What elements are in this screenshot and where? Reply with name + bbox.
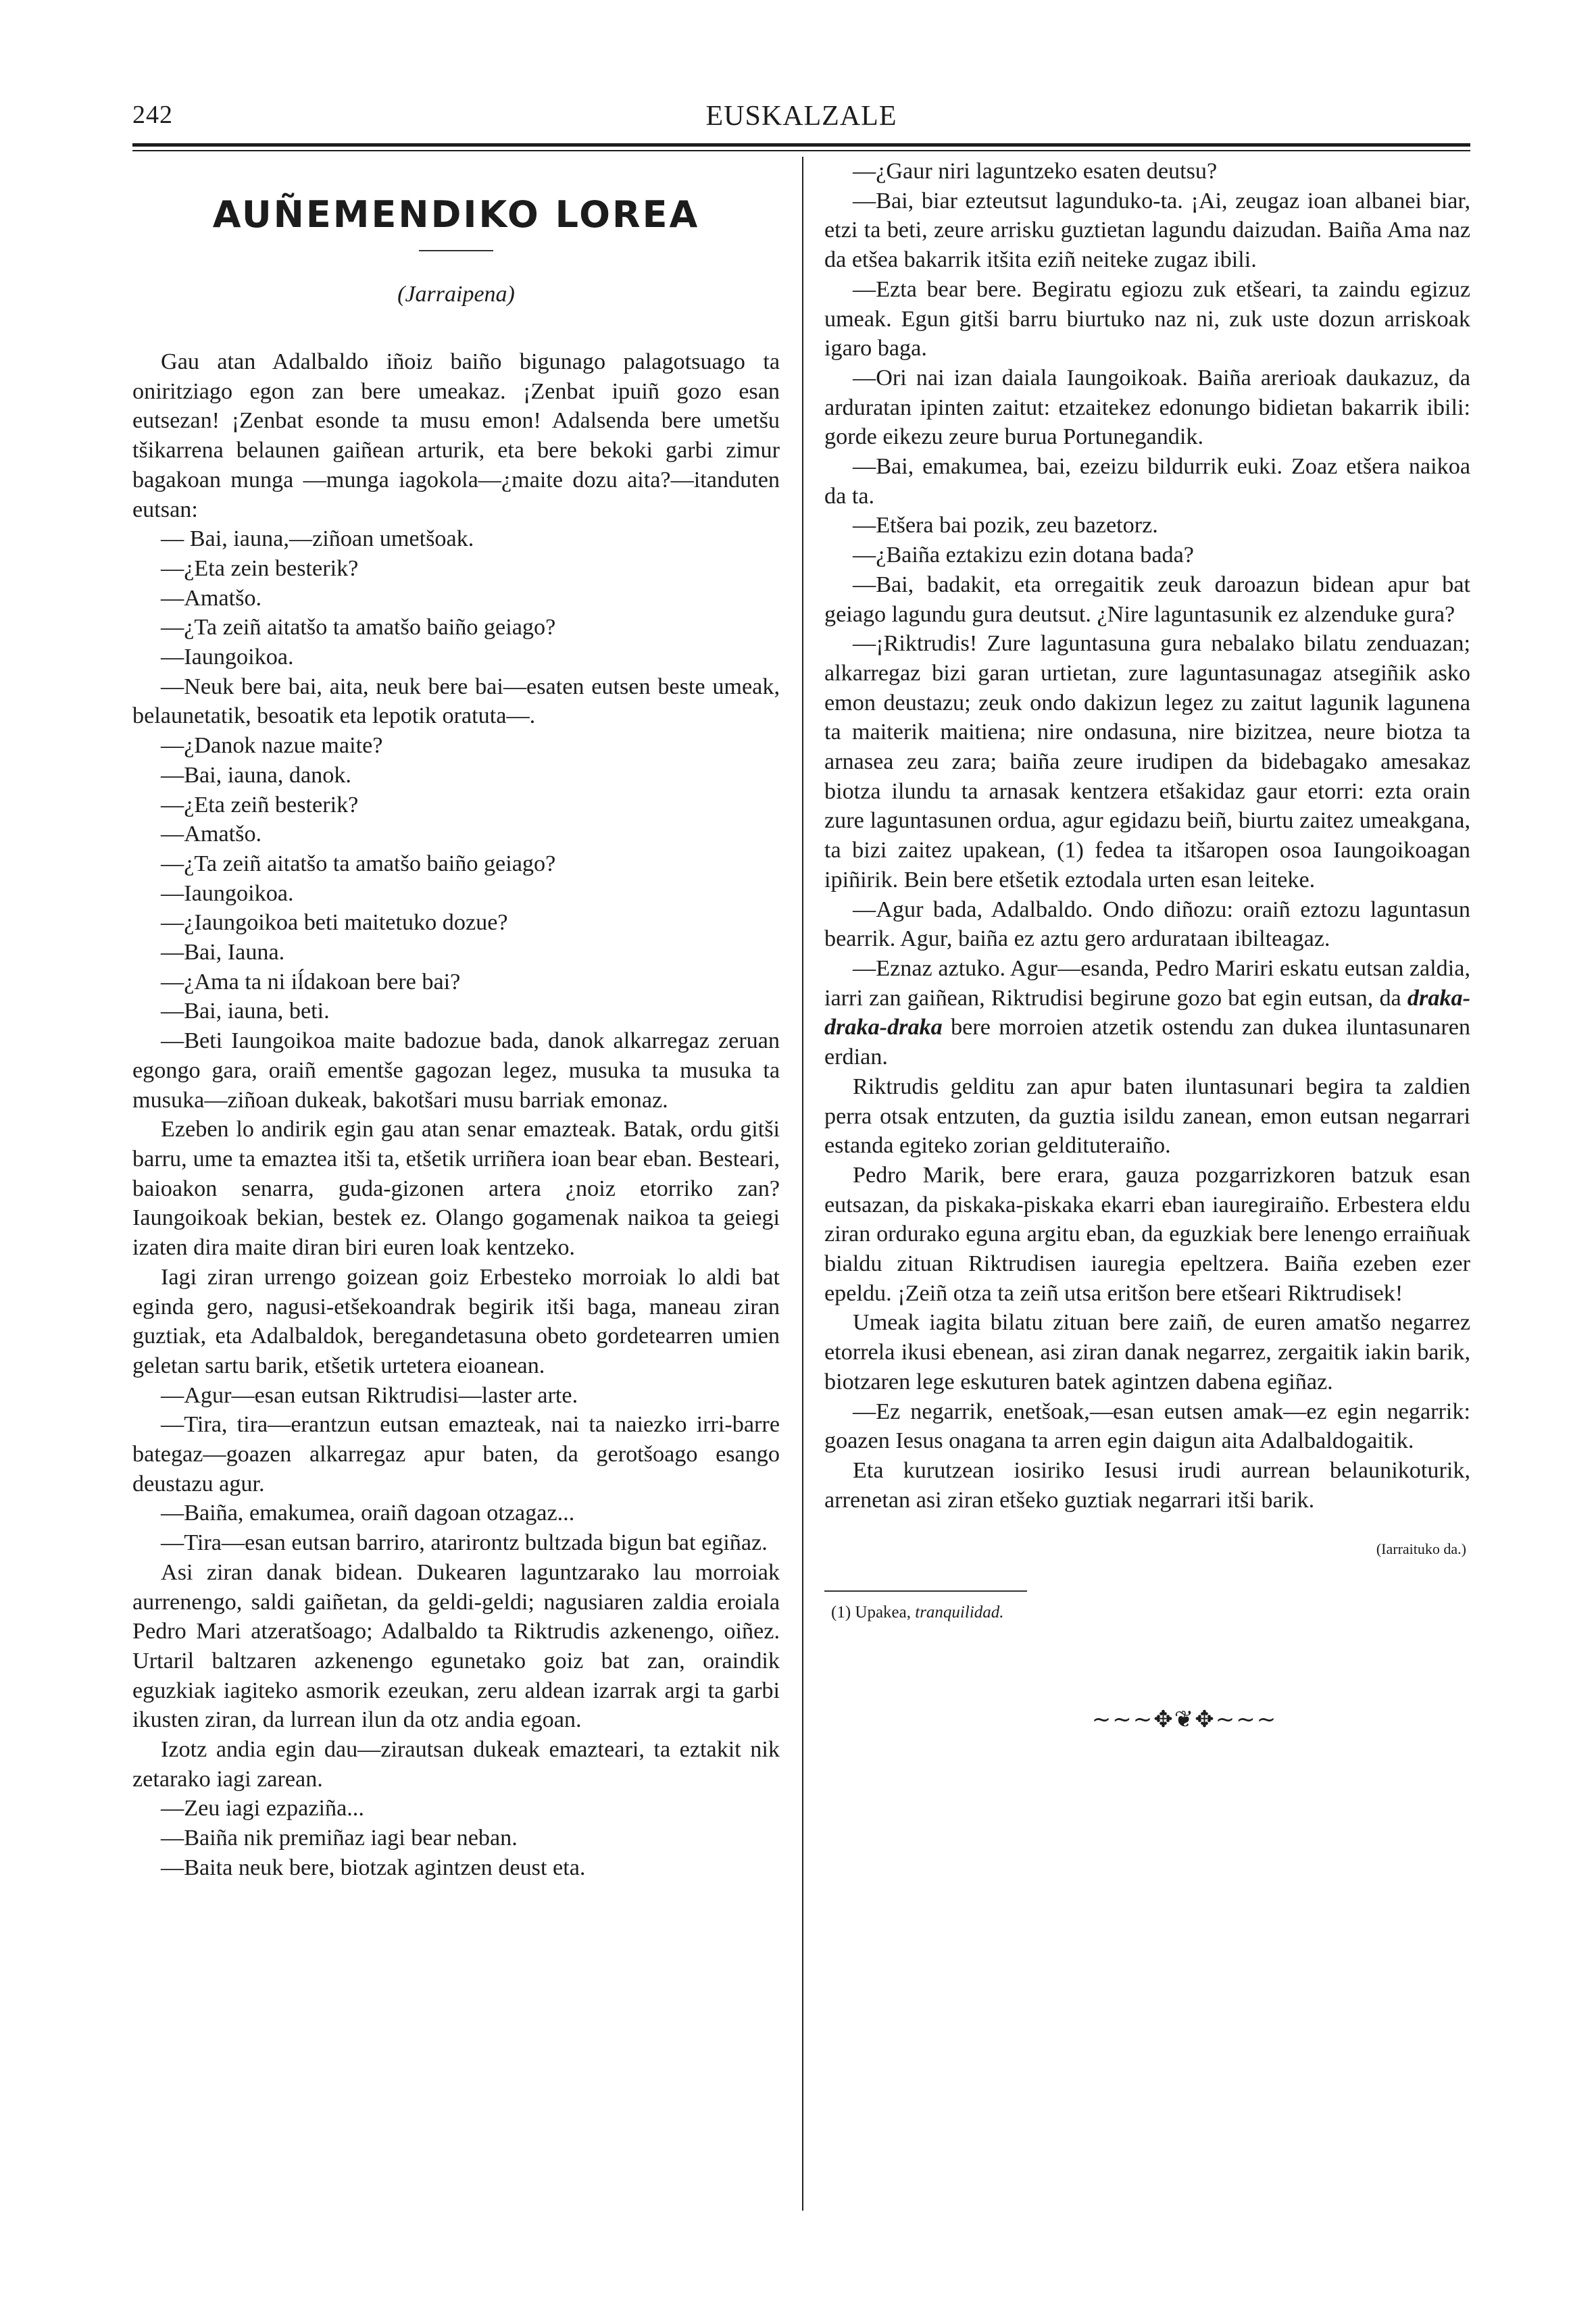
paragraph: —Iaungoikoa. — [161, 645, 294, 670]
paragraph: Gau atan Adalbaldo iñoiz baiño bigunago palagotsuago ta oniritziago egon zan bere umeakaz. ¡Zenbat ipuiñ gozo esan eutsezan! ¡Zenbat esonde ta musu emon! Adalsenda bere umetšu tšikarrena belaunen gaiñean arturik, eta bere bekoki garbi zimur bagakoan munga —munga iagokola—¿maite dozu aita?—itanduten eutsan: — [132, 349, 780, 522]
paragraph: —Bai, badakit, eta orregaitik zeuk daroazun bidean apur bat geiago lagundu gura deutsut. ¿Nire laguntasunik ez alzenduke gura? — [824, 572, 1470, 627]
paragraph: —¿Ta zeiñ aitatšo ta amatšo baiño geiago? — [161, 615, 556, 640]
header-rule-thick — [132, 143, 1470, 147]
left-column — [132, 157, 780, 1883]
right-paragraphs — [824, 157, 1470, 1515]
footnote-rule — [824, 1590, 1027, 1592]
paragraph: —¿Danok nazue maite? — [161, 733, 383, 759]
header-rule-thin — [132, 150, 1470, 151]
paragraph: —Etšera bai pozik, zeu bazetorz. — [853, 513, 1158, 538]
paragraph: Ezeben lo andirik egin gau atan senar emazteak. Batak, ordu gitši barru, ume ta emaztea itši ta, etšetik urriñera ioan bear eban. Besteari, baioakon senarra, guda-gizonen artera ¿noiz etorriko zan? Iaungoikoak bekian, bestek ez. Olango gogamenak naikoa ta geiegi izaten dira maite diran biri euren loak kentzeko. — [132, 1117, 780, 1261]
end-ornament: ~~~✥❦✥~~~ — [1091, 1706, 1278, 1734]
paragraph: —Baita neuk bere, biotzak agintzen deust eta. — [161, 1855, 586, 1880]
title-rule — [419, 250, 493, 251]
paragraph: Umeak iagita bilatu zituan bere zaiñ, de euren amatšo negarrez etorrela ikusi ebenean, asi ziran danak negarrez, zergaitik iakin barik, biotzaren lege eskuturen batek agintzen dabena egiñaz. — [824, 1310, 1470, 1394]
paragraph: —Bai, biar ezteutsut lagunduko-ta. ¡Ai, zeugaz ioan albanei biar, etzi ta beti, zeure arrisku guztietan lagundu daizudan. Baiña Ama naz da etšea bakarrik itšita eziñ neiteke zugaz ibili. — [824, 188, 1470, 273]
paragraph: —¿Ama ta ni iĺdakoan bere bai? — [161, 969, 461, 995]
footnote — [824, 1601, 1470, 1624]
right-column — [824, 157, 1470, 1735]
paragraph: Riktrudis gelditu zan apur baten iluntasunari begira ta zaldien perra otsak entzuten, da guztia isildu zanean, emon eutsan negarrari estanda egiteko zorian geldituteraiño. — [824, 1074, 1470, 1159]
paragraph: —Agur—esan eutsan Riktrudisi—laster arte. — [161, 1382, 578, 1408]
paragraph: —¿Gaur niri laguntzeko esaten deutsu? — [853, 159, 1218, 184]
paragraph: —Bai, iauna, danok. — [161, 762, 351, 788]
paragraph: —Ezta bear bere. Begiratu egiozu zuk etšeari, ta zaindu egizuz umeak. Egun gitši barru biurtuko naz ni, zuk uste dozun arriskoak igaro baga. — [824, 276, 1470, 361]
paragraph: —Ez negarrik, enetšoak,—esan eutsen amak—ez egin negarrik: goazen Iesus onagana ta arren egin daigun aita Adalbaldogaitik. — [824, 1399, 1470, 1454]
running-title: EUSKALZALE — [705, 101, 897, 132]
footnote-text: Upakea, — [855, 1603, 911, 1622]
paragraph: Asi ziran danak bidean. Dukearen laguntzarako lau morroiak aurrenengo, saldi gaiñetan, da geldi-geldi; nagusiaren zaldia eroiala Pedro Mari atzeratšoago; Adalbaldo ta Riktrudis azkenengo, oiñez. Urtaril baltzaren azkenengo egunetako goiz bat zan, oraindik eguzkiak iagiteko asmorik ezeukan, zeru aldean izarrak argi ta garbi ikusten ziran, da lurrean ilun da otz andia egoan. — [132, 1559, 780, 1733]
paragraph: —Agur bada, Adalbaldo. Ondo diñozu: oraiñ eztozu laguntasun bearrik. Agur, baiña ez aztu gero ardurataan ibilteagaz. — [824, 897, 1470, 952]
column-divider — [802, 157, 803, 2211]
article-subtitle: (Jarraipena) — [397, 282, 515, 307]
paragraph: —Eznaz aztuko. Agur—esanda, Pedro Mariri eskatu eutsan zaldia, iarri zan gaiñean, Riktrudisi begirune gozo bat egin eutsan, da draka-draka-draka bere morroien atzetik ostendu zan dukea iluntasunaren erdian. — [824, 955, 1470, 1070]
paragraph: —¿Eta zeiñ besterik? — [161, 792, 359, 818]
paragraph: — Bai, iauna,—ziñoan umetšoak. — [161, 526, 474, 552]
footnote-marker: (1) — [831, 1603, 851, 1622]
left-paragraphs — [132, 347, 780, 1883]
paragraph: Pedro Marik, bere erara, gauza pozgarrizkoren batzuk esan eutsazan, da piskaka-piskaka ekarri eban iauregiraiño. Erbestera eldu ziran ordurako eguna argitu eban, da eguzkiak bere lenengo erraiñuak bialdu zituan Riktrudisen iauregia epeltzera. Baiña ezeben ezer epeldu. ¡Zeiñ otza ta zeiñ utsa eritšon bere etšeari Riktrudisek! — [824, 1162, 1470, 1306]
paragraph: —Bai, iauna, beti. — [161, 999, 330, 1024]
paragraph: —¿Baiña eztakizu ezin dotana bada? — [853, 543, 1194, 568]
article-title: AUÑEMENDIKO LOREA — [212, 193, 700, 236]
page-header — [132, 100, 1470, 141]
paragraph: —Tira—esan eutsan barriro, atarirontz bultzada bigun bat egiñaz. — [161, 1530, 768, 1556]
paragraph: —Bai, emakumea, bai, ezeizu bildurrik euki. Zoaz etšera naikoa da ta. — [824, 454, 1470, 509]
paragraph: —Beti Iaungoikoa maite badozue bada, danok alkarregaz zeruan egongo gara, oraiñ ementše gagozan legez, musuka ta musuka ta musuka—ziñoan dukeak, bakotšari musu barriak emonaz. — [132, 1028, 780, 1113]
paragraph: —¿Iaungoikoa beti maitetuko dozue? — [161, 910, 508, 936]
paragraph: —Iaungoikoa. — [161, 880, 294, 906]
paragraph: Eta kurutzean iosiriko Iesusi irudi aurrean belaunikoturik, arrenetan asi ziran etšeko guztiak negarrari itši barik. — [824, 1457, 1470, 1513]
paragraph: —Bai, Iauna. — [161, 940, 285, 965]
paragraph: —Baiña nik premiñaz iagi bear neban. — [161, 1826, 518, 1851]
paragraph: —Ori nai izan daiala Iaungoikoak. Baiña arerioak daukazuz, da arduratan ipinten zaitut: etzaitekez edonungo bidietan bakarrik ibili: gorde eikezu zeure burua Portunegandik. — [824, 365, 1470, 450]
paragraph: —¿Eta zein besterik? — [161, 555, 359, 581]
continued-note: (Iarraituko da.) — [1376, 1540, 1466, 1558]
paragraph: Izotz andia egin dau—zirautsan dukeak emazteari, ta eztakit nik zetarako iagi zarean. — [132, 1737, 780, 1792]
paragraph: —¡Riktrudis! Zure laguntasuna gura nebalako bilatu zenduazan; alkarregaz bizi garan urtietan, zure laguntasunagaz atsegiñik asko emon deustazu; zeuk ondo dakizun legez zu zaitut lagunik lagunena ta maiterik maitiena; nire ondasuna, nire bizitzea, neure biotza ta arnasea zeu zara; baiña zeure irudipen da bidebagako amesakaz biotza ilundu ta arnasak kentzera etšakidaz gaur etorri: ezta orain zure laguntasunen ordua, agur egidazu beiñ, biurtu zaitez umeakgana, ta bizi zaitez upakean, (1) fedea ta itšaropen osoa Iaungoikoagan ipiñirik. Bein bere etšetik eztodala urten esan leiteke. — [824, 631, 1470, 892]
paragraph: —Amatšo. — [161, 585, 262, 611]
paragraph: —Neuk bere bai, aita, neuk bere bai—esaten eutsen beste umeak, belaunetatik, besoatik eta lepotik oratuta—. — [132, 674, 780, 729]
footnote-translation: tranquilidad. — [915, 1603, 1004, 1622]
paragraph: —Zeu iagi ezpaziña... — [161, 1796, 364, 1821]
paragraph: —Amatšo. — [161, 822, 262, 847]
paragraph: —Tira, tira—erantzun eutsan emazteak, nai ta naiezko irri-barre bategaz—goazen alkarregaz apur baten, da gerotšoago esango deustazu agur. — [132, 1412, 780, 1496]
paragraph: —¿Ta zeiñ aitatšo ta amatšo baiño geiago? — [161, 851, 556, 876]
paragraph: Iagi ziran urrengo goizean goiz Erbesteko morroiak lo aldi bat eginda gero, nagusi-etšekoandrak begirik itši baga, maneau ziran guztiak, eta Adalbaldok, beregandetasuna obeto gordetearren umien geletan sartu barik, etšetik urtetera eioanean. — [132, 1264, 780, 1378]
page-number: 242 — [132, 101, 173, 129]
paragraph: —Baiña, emakumea, oraiñ dagoan otzagaz... — [161, 1501, 575, 1526]
